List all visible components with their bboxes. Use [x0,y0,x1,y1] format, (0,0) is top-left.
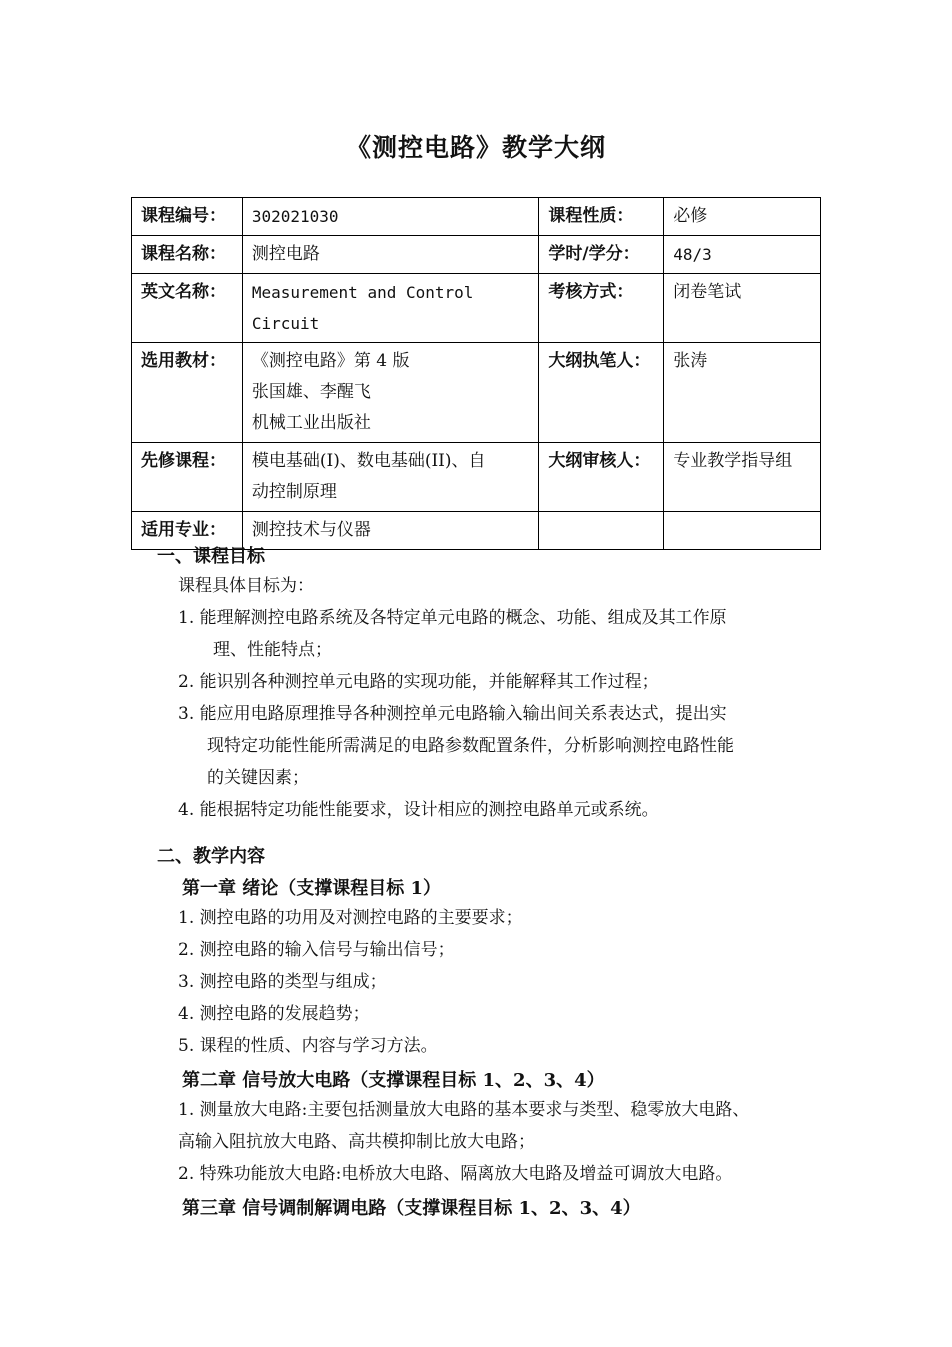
course-name-label: 课程名称： [132,236,243,274]
course-info-table [131,197,821,550]
textbook-value [242,343,539,443]
table-row [132,343,821,443]
objective-3-line-3: 的关键因素； [207,768,309,788]
english-name-line-2: Circuit [251,314,320,333]
course-nature-label: 课程性质： [539,198,664,236]
objective-4: 4. 能根据特定功能性能要求，设计相应的测控电路单元或系统。 [178,800,659,820]
list-item: 2. 特殊功能放大电路:电桥放大电路、隔离放大电路及增益可调放大电路。 [178,1164,733,1184]
empty-cell [539,512,664,550]
table-row [132,198,821,236]
syllabus-reviewer-value: 专业教学指导组 [664,443,821,512]
list-item: 3. 测控电路的类型与组成； [178,972,387,992]
list-item: 1. 测控电路的功用及对测控电路的主要要求； [178,908,523,928]
objective-1-line-2: 理、性能特点； [213,640,332,660]
course-number-label: 课程编号： [132,198,243,236]
chapter-1-heading: 第一章 绪论（支撑课程目标 1） [182,878,442,899]
page-title: 《测控电路》教学大纲 [345,133,606,162]
textbook-line-3: 机械工业出版社 [251,413,371,433]
table-row [132,443,821,512]
objective-3-line-2: 现特定功能性能所需满足的电路参数配置条件，分析影响测控电路性能 [207,736,734,756]
prerequisite-line-1: 模电基础(I)、数电基础(II)、自 [251,451,486,471]
course-number-value: 302021030 [242,198,539,236]
major-label: 适用专业： [132,512,243,550]
chapter-3-heading: 第三章 信号调制解调电路（支撑课程目标 1、2、3、4） [182,1198,641,1219]
hours-credits-label: 学时/学分： [539,236,664,274]
list-item: 2. 测控电路的输入信号与输出信号； [178,940,455,960]
exam-method-label: 考核方式： [539,274,664,343]
objective-1-line-1: 1. 能理解测控电路系统及各特定单元电路的概念、功能、组成及其工作原 [178,608,727,628]
syllabus-reviewer-label: 大纲审核人： [539,443,664,512]
section-heading-content: 二、教学内容 [157,846,265,867]
objectives-intro: 课程具体目标为： [178,576,314,596]
list-item: 高输入阻抗放大电路、高共模抑制比放大电路； [178,1132,535,1152]
section-heading-objectives: 一、课程目标 [157,546,265,567]
course-name-value: 测控电路 [242,236,539,274]
syllabus-author-label: 大纲执笔人： [539,343,664,443]
objective-2: 2. 能识别各种测控单元电路的实现功能，并能解释其工作过程； [178,672,659,692]
textbook-label: 选用教材： [132,343,243,443]
objective-3-line-1: 3. 能应用电路原理推导各种测控单元电路输入输出间关系表达式，提出实 [178,704,727,724]
empty-cell [664,512,821,550]
prerequisite-label: 先修课程： [132,443,243,512]
list-item: 1. 测量放大电路:主要包括测量放大电路的基本要求与类型、稳零放大电路、 [178,1100,750,1120]
course-nature-value: 必修 [664,198,821,236]
table-row [132,236,821,274]
list-item: 4. 测控电路的发展趋势； [178,1004,370,1024]
list-item: 5. 课程的性质、内容与学习方法。 [178,1036,438,1056]
textbook-line-2: 张国雄、李醒飞 [251,382,371,402]
exam-method-value: 闭卷笔试 [664,274,821,343]
prerequisite-line-2: 动控制原理 [251,482,337,502]
chapter-2-heading: 第二章 信号放大电路（支撑课程目标 1、2、3、4） [182,1070,605,1091]
table-row [132,274,821,343]
english-name-line-1: Measurement and Control [251,283,474,302]
major-value: 测控技术与仪器 [242,512,539,550]
prerequisite-value [242,443,539,512]
syllabus-author-value: 张涛 [664,343,821,443]
textbook-line-1: 《测控电路》第 4 版 [251,351,410,371]
hours-credits-value: 48/3 [664,236,821,274]
english-name-label: 英文名称： [132,274,243,343]
english-name-value [242,274,539,343]
